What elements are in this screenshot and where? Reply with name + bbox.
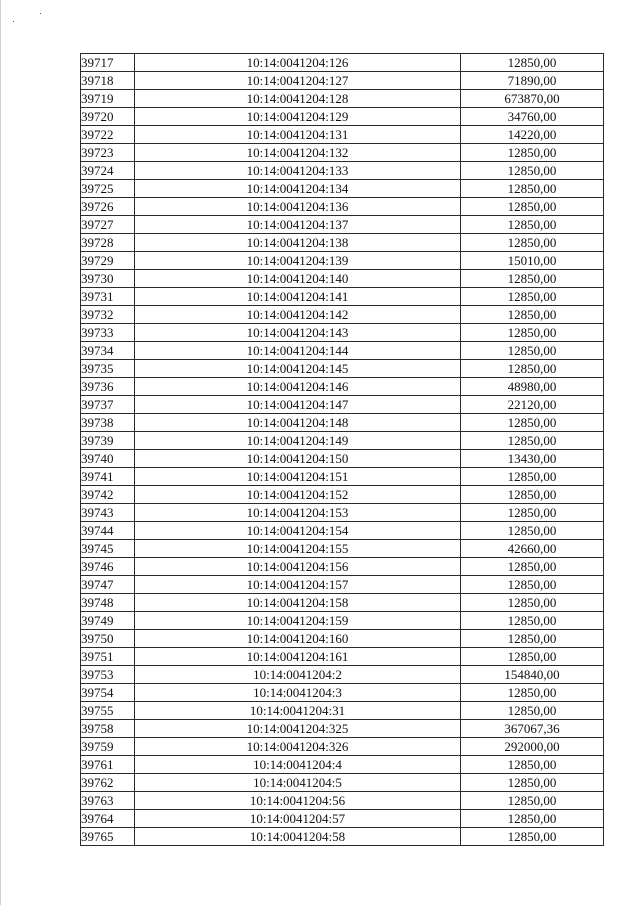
value-cell: 12850,00: [461, 702, 604, 720]
row-number-cell: 39725: [81, 180, 135, 198]
row-number-cell: 39729: [81, 252, 135, 270]
cadastral-number-cell: 10:14:0041204:161: [135, 648, 461, 666]
value-cell: 12850,00: [461, 684, 604, 702]
value-cell: 12850,00: [461, 504, 604, 522]
value-cell: 12850,00: [461, 360, 604, 378]
cadastral-number-cell: 10:14:0041204:129: [135, 108, 461, 126]
cadastral-number-cell: 10:14:0041204:139: [135, 252, 461, 270]
scan-speck: [40, 13, 41, 14]
cadastral-number-cell: 10:14:0041204:138: [135, 234, 461, 252]
row-number-cell: 39749: [81, 612, 135, 630]
row-number-cell: 39728: [81, 234, 135, 252]
value-cell: 14220,00: [461, 126, 604, 144]
table-row: [81, 702, 604, 720]
value-cell: 12850,00: [461, 270, 604, 288]
row-number-cell: 39745: [81, 540, 135, 558]
table-row: [81, 216, 604, 234]
table-row: [81, 738, 604, 756]
value-cell: 12850,00: [461, 558, 604, 576]
value-cell: 34760,00: [461, 108, 604, 126]
value-cell: 367067,36: [461, 720, 604, 738]
table-row: [81, 288, 604, 306]
cadastral-number-cell: 10:14:0041204:128: [135, 90, 461, 108]
row-number-cell: 39751: [81, 648, 135, 666]
cadastral-number-cell: 10:14:0041204:134: [135, 180, 461, 198]
row-number-cell: 39723: [81, 144, 135, 162]
cadastral-number-cell: 10:14:0041204:57: [135, 810, 461, 828]
row-number-cell: 39724: [81, 162, 135, 180]
row-number-cell: 39731: [81, 288, 135, 306]
cadastral-number-cell: 10:14:0041204:4: [135, 756, 461, 774]
row-number-cell: 39733: [81, 324, 135, 342]
table-row: [81, 144, 604, 162]
cadastral-number-cell: 10:14:0041204:154: [135, 522, 461, 540]
cadastral-number-cell: 10:14:0041204:143: [135, 324, 461, 342]
value-cell: 292000,00: [461, 738, 604, 756]
cadastral-number-cell: 10:14:0041204:147: [135, 396, 461, 414]
row-number-cell: 39744: [81, 522, 135, 540]
cadastral-number-cell: 10:14:0041204:127: [135, 72, 461, 90]
cadastral-number-cell: 10:14:0041204:159: [135, 612, 461, 630]
row-number-cell: 39717: [81, 54, 135, 72]
table-row: [81, 558, 604, 576]
table-row: [81, 198, 604, 216]
cadastral-number-cell: 10:14:0041204:58: [135, 828, 461, 846]
value-cell: 12850,00: [461, 486, 604, 504]
cadastral-number-cell: 10:14:0041204:145: [135, 360, 461, 378]
table-row: [81, 594, 604, 612]
row-number-cell: 39742: [81, 486, 135, 504]
value-cell: 12850,00: [461, 810, 604, 828]
table-row: [81, 180, 604, 198]
table-row: [81, 414, 604, 432]
value-cell: 12850,00: [461, 792, 604, 810]
value-cell: 12850,00: [461, 324, 604, 342]
row-number-cell: 39735: [81, 360, 135, 378]
table-row: [81, 684, 604, 702]
value-cell: 12850,00: [461, 216, 604, 234]
table-row: [81, 792, 604, 810]
table-row: [81, 234, 604, 252]
table-row: [81, 396, 604, 414]
row-number-cell: 39727: [81, 216, 135, 234]
row-number-cell: 39765: [81, 828, 135, 846]
row-number-cell: 39755: [81, 702, 135, 720]
row-number-cell: 39740: [81, 450, 135, 468]
table-row: [81, 522, 604, 540]
cadastral-number-cell: 10:14:0041204:150: [135, 450, 461, 468]
table-row: [81, 468, 604, 486]
table-row: [81, 630, 604, 648]
row-number-cell: 39764: [81, 810, 135, 828]
cadastral-number-cell: 10:14:0041204:146: [135, 378, 461, 396]
cadastral-number-cell: 10:14:0041204:148: [135, 414, 461, 432]
value-cell: 12850,00: [461, 288, 604, 306]
scan-edge: [0, 0, 1, 905]
cadastral-number-cell: 10:14:0041204:326: [135, 738, 461, 756]
table-row: [81, 90, 604, 108]
table-row: [81, 360, 604, 378]
value-cell: 12850,00: [461, 576, 604, 594]
table-row: [81, 648, 604, 666]
row-number-cell: 39758: [81, 720, 135, 738]
row-number-cell: 39739: [81, 432, 135, 450]
value-cell: 12850,00: [461, 180, 604, 198]
table-row: [81, 756, 604, 774]
value-cell: 12850,00: [461, 432, 604, 450]
cadastral-number-cell: 10:14:0041204:325: [135, 720, 461, 738]
row-number-cell: 39753: [81, 666, 135, 684]
table-row: [81, 342, 604, 360]
cadastral-number-cell: 10:14:0041204:142: [135, 306, 461, 324]
value-cell: 154840,00: [461, 666, 604, 684]
registry-table: [80, 53, 604, 846]
row-number-cell: 39748: [81, 594, 135, 612]
cadastral-number-cell: 10:14:0041204:156: [135, 558, 461, 576]
value-cell: 71890,00: [461, 72, 604, 90]
row-number-cell: 39736: [81, 378, 135, 396]
cadastral-number-cell: 10:14:0041204:155: [135, 540, 461, 558]
table-row: [81, 720, 604, 738]
table-row: [81, 108, 604, 126]
cadastral-number-cell: 10:14:0041204:152: [135, 486, 461, 504]
row-number-cell: 39743: [81, 504, 135, 522]
value-cell: 12850,00: [461, 234, 604, 252]
table-row: [81, 432, 604, 450]
table-row: [81, 54, 604, 72]
cadastral-number-cell: 10:14:0041204:153: [135, 504, 461, 522]
value-cell: 48980,00: [461, 378, 604, 396]
cadastral-number-cell: 10:14:0041204:126: [135, 54, 461, 72]
row-number-cell: 39754: [81, 684, 135, 702]
scan-speck: [13, 21, 14, 22]
value-cell: 12850,00: [461, 414, 604, 432]
value-cell: 12850,00: [461, 198, 604, 216]
row-number-cell: 39761: [81, 756, 135, 774]
row-number-cell: 39732: [81, 306, 135, 324]
cadastral-number-cell: 10:14:0041204:2: [135, 666, 461, 684]
value-cell: 673870,00: [461, 90, 604, 108]
value-cell: 12850,00: [461, 468, 604, 486]
row-number-cell: 39763: [81, 792, 135, 810]
table-row: [81, 666, 604, 684]
row-number-cell: 39718: [81, 72, 135, 90]
table-row: [81, 270, 604, 288]
cadastral-number-cell: 10:14:0041204:136: [135, 198, 461, 216]
value-cell: 12850,00: [461, 630, 604, 648]
cadastral-number-cell: 10:14:0041204:158: [135, 594, 461, 612]
cadastral-number-cell: 10:14:0041204:5: [135, 774, 461, 792]
value-cell: 12850,00: [461, 522, 604, 540]
cadastral-number-cell: 10:14:0041204:141: [135, 288, 461, 306]
cadastral-number-cell: 10:14:0041204:151: [135, 468, 461, 486]
cadastral-number-cell: 10:14:0041204:31: [135, 702, 461, 720]
cadastral-number-cell: 10:14:0041204:132: [135, 144, 461, 162]
registry-table-body: [81, 54, 604, 846]
row-number-cell: 39726: [81, 198, 135, 216]
value-cell: 12850,00: [461, 144, 604, 162]
row-number-cell: 39762: [81, 774, 135, 792]
row-number-cell: 39746: [81, 558, 135, 576]
table-row: [81, 252, 604, 270]
table-row: [81, 540, 604, 558]
row-number-cell: 39734: [81, 342, 135, 360]
table-row: [81, 810, 604, 828]
value-cell: 12850,00: [461, 162, 604, 180]
table-row: [81, 828, 604, 846]
cadastral-number-cell: 10:14:0041204:160: [135, 630, 461, 648]
row-number-cell: 39741: [81, 468, 135, 486]
table-row: [81, 324, 604, 342]
value-cell: 12850,00: [461, 342, 604, 360]
value-cell: 12850,00: [461, 54, 604, 72]
value-cell: 12850,00: [461, 612, 604, 630]
value-cell: 12850,00: [461, 594, 604, 612]
row-number-cell: 39720: [81, 108, 135, 126]
value-cell: 22120,00: [461, 396, 604, 414]
value-cell: 15010,00: [461, 252, 604, 270]
value-cell: 12850,00: [461, 648, 604, 666]
row-number-cell: 39722: [81, 126, 135, 144]
row-number-cell: 39747: [81, 576, 135, 594]
table-row: [81, 162, 604, 180]
row-number-cell: 39730: [81, 270, 135, 288]
row-number-cell: 39719: [81, 90, 135, 108]
value-cell: 13430,00: [461, 450, 604, 468]
table-row: [81, 774, 604, 792]
cadastral-number-cell: 10:14:0041204:131: [135, 126, 461, 144]
value-cell: 12850,00: [461, 774, 604, 792]
table-row: [81, 486, 604, 504]
value-cell: 12850,00: [461, 306, 604, 324]
table-row: [81, 306, 604, 324]
value-cell: 12850,00: [461, 828, 604, 846]
row-number-cell: 39759: [81, 738, 135, 756]
cadastral-number-cell: 10:14:0041204:133: [135, 162, 461, 180]
cadastral-number-cell: 10:14:0041204:144: [135, 342, 461, 360]
value-cell: 42660,00: [461, 540, 604, 558]
cadastral-number-cell: 10:14:0041204:149: [135, 432, 461, 450]
table-row: [81, 576, 604, 594]
cadastral-number-cell: 10:14:0041204:56: [135, 792, 461, 810]
row-number-cell: 39737: [81, 396, 135, 414]
table-row: [81, 378, 604, 396]
cadastral-number-cell: 10:14:0041204:137: [135, 216, 461, 234]
table-row: [81, 450, 604, 468]
cadastral-number-cell: 10:14:0041204:140: [135, 270, 461, 288]
row-number-cell: 39738: [81, 414, 135, 432]
row-number-cell: 39750: [81, 630, 135, 648]
table-row: [81, 126, 604, 144]
table-row: [81, 612, 604, 630]
value-cell: 12850,00: [461, 756, 604, 774]
table-row: [81, 72, 604, 90]
cadastral-number-cell: 10:14:0041204:157: [135, 576, 461, 594]
table-row: [81, 504, 604, 522]
cadastral-number-cell: 10:14:0041204:3: [135, 684, 461, 702]
